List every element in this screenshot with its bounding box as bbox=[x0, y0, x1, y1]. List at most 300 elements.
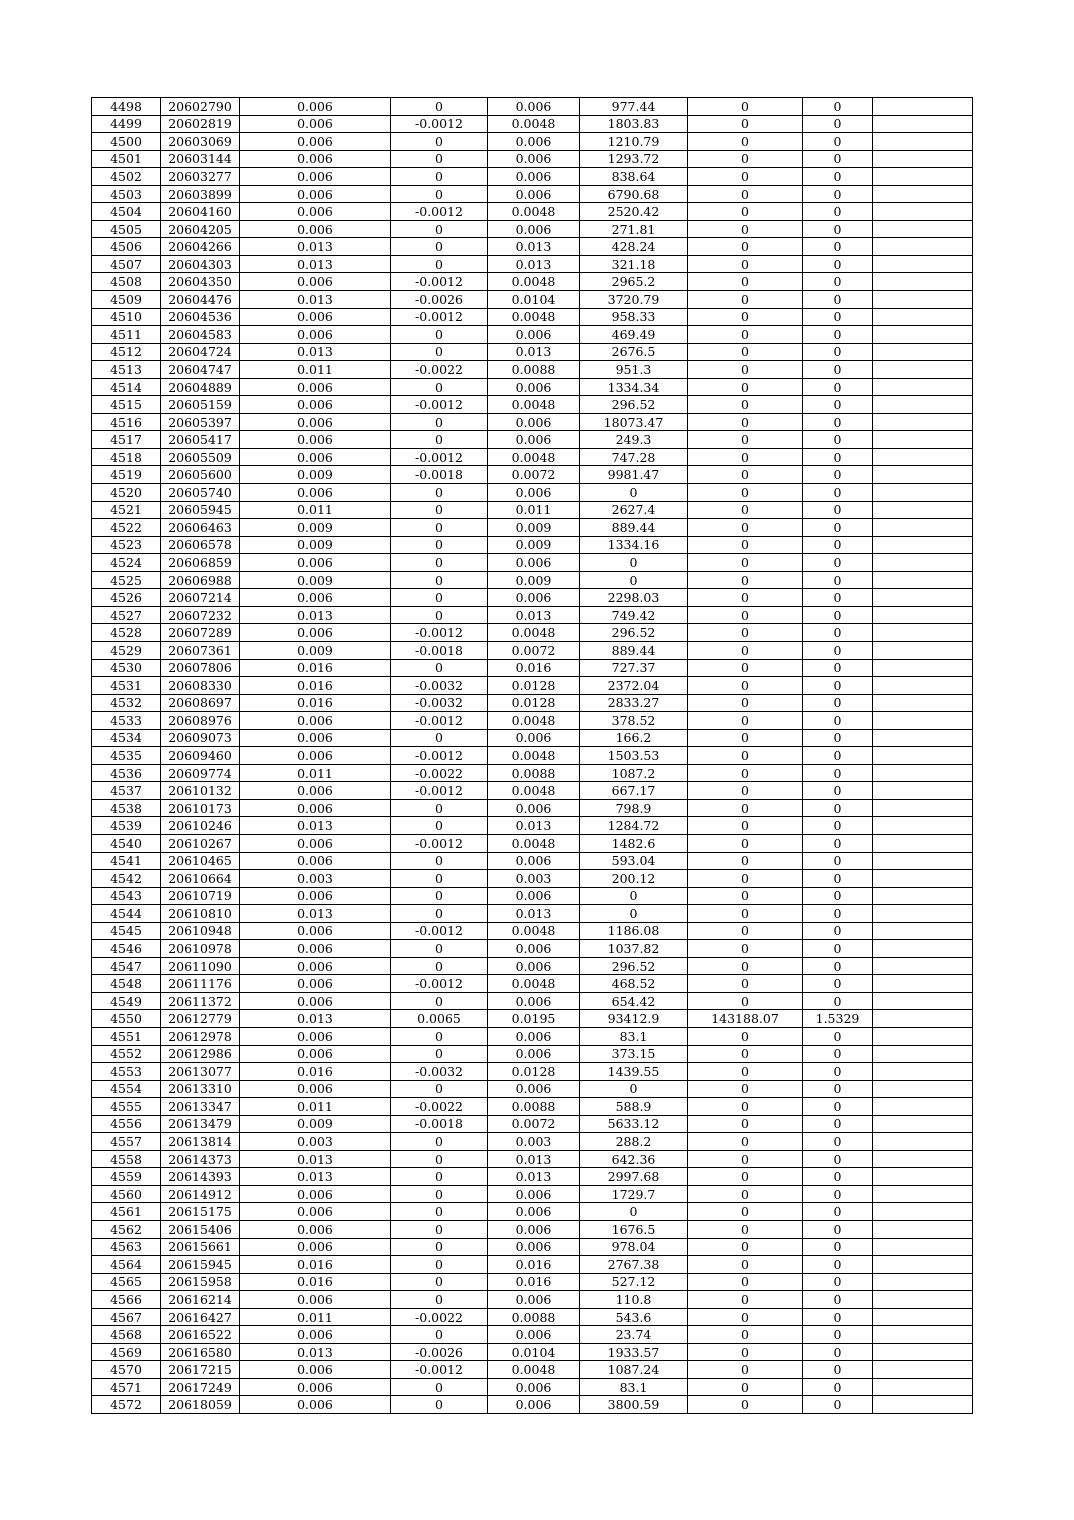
cell-col-b: 0 bbox=[391, 1256, 488, 1274]
cell-index: 4514 bbox=[92, 378, 161, 396]
cell-col-e: 143188.07 bbox=[688, 1010, 803, 1028]
cell-ratio: 0 bbox=[803, 150, 873, 168]
cell-index: 4550 bbox=[92, 1010, 161, 1028]
cell-col-a: 0.006 bbox=[240, 957, 391, 975]
cell-col-a: 0.016 bbox=[240, 1063, 391, 1081]
cell-col-c: 0.0128 bbox=[488, 694, 580, 712]
table-row bbox=[92, 1221, 973, 1239]
cell-amount: 1293.72 bbox=[580, 150, 688, 168]
cell-col-a: 0.003 bbox=[240, 1133, 391, 1151]
cell-col-c: 0.006 bbox=[488, 799, 580, 817]
cell-id: 20612779 bbox=[161, 1010, 240, 1028]
table-row bbox=[92, 431, 973, 449]
cell-col-b: -0.0012 bbox=[391, 448, 488, 466]
cell-col-c: 0.006 bbox=[488, 1027, 580, 1045]
cell-col-c: 0.006 bbox=[488, 326, 580, 344]
cell-col-b: -0.0012 bbox=[391, 712, 488, 730]
cell-blank bbox=[873, 1133, 973, 1151]
cell-amount: 1439.55 bbox=[580, 1063, 688, 1081]
cell-index: 4549 bbox=[92, 992, 161, 1010]
cell-index: 4561 bbox=[92, 1203, 161, 1221]
cell-ratio: 0 bbox=[803, 1098, 873, 1116]
cell-id: 20603069 bbox=[161, 133, 240, 151]
cell-col-b: -0.0012 bbox=[391, 273, 488, 291]
cell-blank bbox=[873, 185, 973, 203]
cell-amount: 5633.12 bbox=[580, 1115, 688, 1133]
cell-ratio: 0 bbox=[803, 834, 873, 852]
table-row bbox=[92, 606, 973, 624]
cell-amount: 2833.27 bbox=[580, 694, 688, 712]
table-row bbox=[92, 1115, 973, 1133]
cell-blank bbox=[873, 1203, 973, 1221]
cell-index: 4518 bbox=[92, 448, 161, 466]
cell-col-a: 0.006 bbox=[240, 729, 391, 747]
cell-amount: 3800.59 bbox=[580, 1396, 688, 1414]
cell-id: 20615958 bbox=[161, 1273, 240, 1291]
table-row bbox=[92, 273, 973, 291]
cell-col-b: 0 bbox=[391, 1273, 488, 1291]
cell-blank bbox=[873, 887, 973, 905]
cell-col-e: 0 bbox=[688, 694, 803, 712]
cell-col-c: 0.006 bbox=[488, 1045, 580, 1063]
cell-blank bbox=[873, 922, 973, 940]
cell-ratio: 0 bbox=[803, 694, 873, 712]
cell-col-c: 0.0048 bbox=[488, 308, 580, 326]
cell-blank bbox=[873, 413, 973, 431]
cell-col-e: 0 bbox=[688, 782, 803, 800]
cell-id: 20605397 bbox=[161, 413, 240, 431]
cell-index: 4510 bbox=[92, 308, 161, 326]
cell-ratio: 0 bbox=[803, 554, 873, 572]
cell-blank bbox=[873, 343, 973, 361]
cell-col-a: 0.006 bbox=[240, 203, 391, 221]
cell-id: 20605600 bbox=[161, 466, 240, 484]
cell-col-b: -0.0018 bbox=[391, 466, 488, 484]
table-row bbox=[92, 641, 973, 659]
cell-amount: 2767.38 bbox=[580, 1256, 688, 1274]
cell-index: 4542 bbox=[92, 870, 161, 888]
cell-col-b: -0.0012 bbox=[391, 115, 488, 133]
cell-ratio: 0 bbox=[803, 1080, 873, 1098]
cell-ratio: 0 bbox=[803, 1326, 873, 1344]
cell-ratio: 0 bbox=[803, 308, 873, 326]
cell-col-b: 0.0065 bbox=[391, 1010, 488, 1028]
cell-id: 20602790 bbox=[161, 98, 240, 116]
cell-col-c: 0.0048 bbox=[488, 115, 580, 133]
cell-blank bbox=[873, 396, 973, 414]
cell-id: 20613310 bbox=[161, 1080, 240, 1098]
cell-id: 20612986 bbox=[161, 1045, 240, 1063]
cell-id: 20611372 bbox=[161, 992, 240, 1010]
cell-ratio: 0 bbox=[803, 1238, 873, 1256]
cell-ratio: 0 bbox=[803, 1045, 873, 1063]
cell-col-a: 0.013 bbox=[240, 817, 391, 835]
cell-id: 20604476 bbox=[161, 291, 240, 309]
table-row bbox=[92, 150, 973, 168]
cell-col-e: 0 bbox=[688, 992, 803, 1010]
cell-amount: 6790.68 bbox=[580, 185, 688, 203]
cell-col-e: 0 bbox=[688, 1115, 803, 1133]
cell-col-e: 0 bbox=[688, 431, 803, 449]
cell-amount: 667.17 bbox=[580, 782, 688, 800]
cell-amount: 1087.2 bbox=[580, 764, 688, 782]
cell-col-c: 0.006 bbox=[488, 1291, 580, 1309]
cell-col-c: 0.013 bbox=[488, 343, 580, 361]
cell-amount: 727.37 bbox=[580, 659, 688, 677]
cell-index: 4503 bbox=[92, 185, 161, 203]
cell-col-e: 0 bbox=[688, 501, 803, 519]
cell-col-c: 0.0128 bbox=[488, 1063, 580, 1081]
cell-col-a: 0.006 bbox=[240, 747, 391, 765]
cell-col-c: 0.0104 bbox=[488, 1343, 580, 1361]
cell-col-c: 0.0048 bbox=[488, 922, 580, 940]
table-row bbox=[92, 677, 973, 695]
table-row bbox=[92, 1396, 973, 1414]
cell-col-b: -0.0012 bbox=[391, 834, 488, 852]
cell-col-a: 0.006 bbox=[240, 624, 391, 642]
cell-blank bbox=[873, 694, 973, 712]
cell-col-c: 0.006 bbox=[488, 1185, 580, 1203]
cell-blank bbox=[873, 291, 973, 309]
cell-col-b: -0.0012 bbox=[391, 396, 488, 414]
cell-id: 20611176 bbox=[161, 975, 240, 993]
cell-col-b: 0 bbox=[391, 1238, 488, 1256]
cell-col-e: 0 bbox=[688, 203, 803, 221]
cell-amount: 747.28 bbox=[580, 448, 688, 466]
table-row bbox=[92, 1168, 973, 1186]
cell-id: 20613077 bbox=[161, 1063, 240, 1081]
cell-amount: 1503.53 bbox=[580, 747, 688, 765]
table-row bbox=[92, 98, 973, 116]
cell-blank bbox=[873, 484, 973, 502]
cell-col-a: 0.006 bbox=[240, 326, 391, 344]
cell-col-b: -0.0012 bbox=[391, 624, 488, 642]
cell-col-e: 0 bbox=[688, 115, 803, 133]
cell-col-e: 0 bbox=[688, 1203, 803, 1221]
cell-col-b: -0.0022 bbox=[391, 1308, 488, 1326]
cell-amount: 93412.9 bbox=[580, 1010, 688, 1028]
cell-col-e: 0 bbox=[688, 1098, 803, 1116]
cell-amount: 978.04 bbox=[580, 1238, 688, 1256]
cell-col-a: 0.009 bbox=[240, 641, 391, 659]
cell-id: 20605740 bbox=[161, 484, 240, 502]
cell-id: 20604303 bbox=[161, 255, 240, 273]
cell-col-c: 0.009 bbox=[488, 571, 580, 589]
cell-col-b: 0 bbox=[391, 168, 488, 186]
cell-col-b: 0 bbox=[391, 185, 488, 203]
cell-col-b: 0 bbox=[391, 536, 488, 554]
cell-index: 4524 bbox=[92, 554, 161, 572]
cell-ratio: 0 bbox=[803, 799, 873, 817]
cell-col-a: 0.006 bbox=[240, 484, 391, 502]
cell-col-b: -0.0012 bbox=[391, 747, 488, 765]
cell-col-b: 0 bbox=[391, 413, 488, 431]
cell-col-e: 0 bbox=[688, 817, 803, 835]
cell-col-a: 0.006 bbox=[240, 115, 391, 133]
table-row bbox=[92, 1133, 973, 1151]
cell-col-e: 0 bbox=[688, 641, 803, 659]
cell-col-b: 0 bbox=[391, 870, 488, 888]
cell-col-b: -0.0012 bbox=[391, 922, 488, 940]
cell-col-b: 0 bbox=[391, 817, 488, 835]
cell-col-a: 0.013 bbox=[240, 255, 391, 273]
cell-index: 4559 bbox=[92, 1168, 161, 1186]
cell-ratio: 0 bbox=[803, 203, 873, 221]
cell-index: 4532 bbox=[92, 694, 161, 712]
table-row bbox=[92, 1063, 973, 1081]
cell-amount: 23.74 bbox=[580, 1326, 688, 1344]
cell-col-b: 0 bbox=[391, 799, 488, 817]
cell-index: 4516 bbox=[92, 413, 161, 431]
cell-amount: 654.42 bbox=[580, 992, 688, 1010]
cell-id: 20615175 bbox=[161, 1203, 240, 1221]
cell-ratio: 0 bbox=[803, 1150, 873, 1168]
cell-col-b: 0 bbox=[391, 501, 488, 519]
cell-ratio: 0 bbox=[803, 343, 873, 361]
cell-col-e: 0 bbox=[688, 308, 803, 326]
cell-col-c: 0.006 bbox=[488, 1203, 580, 1221]
cell-index: 4500 bbox=[92, 133, 161, 151]
cell-amount: 2372.04 bbox=[580, 677, 688, 695]
cell-index: 4504 bbox=[92, 203, 161, 221]
cell-col-b: 0 bbox=[391, 1203, 488, 1221]
table-row bbox=[92, 203, 973, 221]
cell-amount: 0 bbox=[580, 1080, 688, 1098]
cell-col-e: 0 bbox=[688, 326, 803, 344]
cell-col-c: 0.006 bbox=[488, 887, 580, 905]
cell-blank bbox=[873, 1256, 973, 1274]
cell-id: 20609073 bbox=[161, 729, 240, 747]
cell-index: 4538 bbox=[92, 799, 161, 817]
table-row bbox=[92, 905, 973, 923]
cell-col-b: 0 bbox=[391, 589, 488, 607]
cell-blank bbox=[873, 1045, 973, 1063]
cell-col-a: 0.006 bbox=[240, 782, 391, 800]
cell-col-e: 0 bbox=[688, 1045, 803, 1063]
cell-amount: 1803.83 bbox=[580, 115, 688, 133]
cell-col-e: 0 bbox=[688, 536, 803, 554]
cell-ratio: 0 bbox=[803, 1308, 873, 1326]
cell-amount: 468.52 bbox=[580, 975, 688, 993]
cell-amount: 0 bbox=[580, 887, 688, 905]
cell-col-c: 0.006 bbox=[488, 729, 580, 747]
cell-col-e: 0 bbox=[688, 1273, 803, 1291]
cell-id: 20610810 bbox=[161, 905, 240, 923]
cell-index: 4533 bbox=[92, 712, 161, 730]
cell-index: 4520 bbox=[92, 484, 161, 502]
cell-col-a: 0.006 bbox=[240, 940, 391, 958]
cell-amount: 288.2 bbox=[580, 1133, 688, 1151]
cell-col-e: 0 bbox=[688, 1080, 803, 1098]
cell-index: 4499 bbox=[92, 115, 161, 133]
cell-amount: 1729.7 bbox=[580, 1185, 688, 1203]
cell-col-b: -0.0022 bbox=[391, 361, 488, 379]
cell-col-b: 0 bbox=[391, 957, 488, 975]
cell-col-e: 0 bbox=[688, 659, 803, 677]
table-row bbox=[92, 1291, 973, 1309]
cell-ratio: 0 bbox=[803, 624, 873, 642]
cell-col-c: 0.016 bbox=[488, 659, 580, 677]
cell-col-a: 0.016 bbox=[240, 677, 391, 695]
cell-col-b: 0 bbox=[391, 940, 488, 958]
cell-col-e: 0 bbox=[688, 273, 803, 291]
table-row bbox=[92, 1080, 973, 1098]
cell-ratio: 0 bbox=[803, 712, 873, 730]
cell-ratio: 0 bbox=[803, 448, 873, 466]
cell-id: 20604724 bbox=[161, 343, 240, 361]
cell-blank bbox=[873, 1361, 973, 1379]
cell-amount: 0 bbox=[580, 905, 688, 923]
cell-blank bbox=[873, 255, 973, 273]
table-row bbox=[92, 536, 973, 554]
table-row bbox=[92, 1098, 973, 1116]
cell-id: 20610267 bbox=[161, 834, 240, 852]
cell-blank bbox=[873, 729, 973, 747]
cell-col-c: 0.0048 bbox=[488, 1361, 580, 1379]
cell-blank bbox=[873, 115, 973, 133]
cell-col-c: 0.013 bbox=[488, 1150, 580, 1168]
cell-id: 20616522 bbox=[161, 1326, 240, 1344]
cell-ratio: 0 bbox=[803, 782, 873, 800]
cell-col-b: 0 bbox=[391, 1027, 488, 1045]
cell-col-b: -0.0012 bbox=[391, 203, 488, 221]
cell-blank bbox=[873, 712, 973, 730]
data-table bbox=[91, 97, 973, 1414]
table-row bbox=[92, 834, 973, 852]
cell-col-e: 0 bbox=[688, 1361, 803, 1379]
table-body bbox=[92, 98, 973, 1414]
cell-col-e: 0 bbox=[688, 922, 803, 940]
cell-col-a: 0.011 bbox=[240, 361, 391, 379]
cell-id: 20610132 bbox=[161, 782, 240, 800]
cell-amount: 469.49 bbox=[580, 326, 688, 344]
cell-col-a: 0.013 bbox=[240, 1168, 391, 1186]
table-row bbox=[92, 957, 973, 975]
cell-blank bbox=[873, 957, 973, 975]
cell-ratio: 0 bbox=[803, 1115, 873, 1133]
cell-ratio: 0 bbox=[803, 484, 873, 502]
cell-ratio: 0 bbox=[803, 571, 873, 589]
table-row bbox=[92, 975, 973, 993]
cell-ratio: 0 bbox=[803, 378, 873, 396]
cell-ratio: 0 bbox=[803, 677, 873, 695]
cell-blank bbox=[873, 606, 973, 624]
table-row bbox=[92, 466, 973, 484]
cell-col-b: 0 bbox=[391, 343, 488, 361]
cell-blank bbox=[873, 624, 973, 642]
cell-col-e: 0 bbox=[688, 378, 803, 396]
table-row bbox=[92, 887, 973, 905]
cell-col-a: 0.006 bbox=[240, 220, 391, 238]
cell-col-c: 0.013 bbox=[488, 255, 580, 273]
cell-index: 4569 bbox=[92, 1343, 161, 1361]
table-row bbox=[92, 1326, 973, 1344]
table-row bbox=[92, 992, 973, 1010]
cell-blank bbox=[873, 1378, 973, 1396]
cell-col-b: 0 bbox=[391, 1045, 488, 1063]
cell-blank bbox=[873, 133, 973, 151]
cell-col-a: 0.006 bbox=[240, 185, 391, 203]
table-row bbox=[92, 799, 973, 817]
cell-col-c: 0.006 bbox=[488, 992, 580, 1010]
cell-blank bbox=[873, 1115, 973, 1133]
cell-col-b: 0 bbox=[391, 659, 488, 677]
cell-col-b: 0 bbox=[391, 98, 488, 116]
cell-blank bbox=[873, 1010, 973, 1028]
cell-col-e: 0 bbox=[688, 238, 803, 256]
cell-amount: 0 bbox=[580, 554, 688, 572]
cell-id: 20608697 bbox=[161, 694, 240, 712]
cell-col-c: 0.006 bbox=[488, 1378, 580, 1396]
cell-col-b: 0 bbox=[391, 729, 488, 747]
cell-id: 20604266 bbox=[161, 238, 240, 256]
cell-col-c: 0.003 bbox=[488, 870, 580, 888]
cell-ratio: 0 bbox=[803, 940, 873, 958]
cell-id: 20605945 bbox=[161, 501, 240, 519]
cell-col-c: 0.006 bbox=[488, 554, 580, 572]
cell-col-c: 0.016 bbox=[488, 1273, 580, 1291]
cell-amount: 378.52 bbox=[580, 712, 688, 730]
cell-blank bbox=[873, 834, 973, 852]
table-row bbox=[92, 852, 973, 870]
cell-col-a: 0.006 bbox=[240, 378, 391, 396]
cell-blank bbox=[873, 501, 973, 519]
cell-col-b: 0 bbox=[391, 238, 488, 256]
cell-col-b: -0.0012 bbox=[391, 1361, 488, 1379]
cell-col-c: 0.006 bbox=[488, 1080, 580, 1098]
cell-col-b: 0 bbox=[391, 1221, 488, 1239]
cell-col-c: 0.006 bbox=[488, 413, 580, 431]
cell-col-c: 0.006 bbox=[488, 133, 580, 151]
table-row bbox=[92, 238, 973, 256]
cell-col-a: 0.013 bbox=[240, 238, 391, 256]
cell-amount: 951.3 bbox=[580, 361, 688, 379]
cell-col-b: 0 bbox=[391, 1185, 488, 1203]
table-row bbox=[92, 747, 973, 765]
cell-id: 20604160 bbox=[161, 203, 240, 221]
table-row bbox=[92, 378, 973, 396]
cell-ratio: 0 bbox=[803, 1203, 873, 1221]
cell-index: 4572 bbox=[92, 1396, 161, 1414]
cell-id: 20605159 bbox=[161, 396, 240, 414]
cell-col-b: 0 bbox=[391, 1133, 488, 1151]
cell-index: 4567 bbox=[92, 1308, 161, 1326]
cell-col-b: 0 bbox=[391, 606, 488, 624]
cell-col-b: 0 bbox=[391, 431, 488, 449]
table-row bbox=[92, 589, 973, 607]
cell-index: 4535 bbox=[92, 747, 161, 765]
cell-col-b: 0 bbox=[391, 887, 488, 905]
table-row bbox=[92, 922, 973, 940]
table-row bbox=[92, 1010, 973, 1028]
cell-index: 4571 bbox=[92, 1378, 161, 1396]
cell-amount: 373.15 bbox=[580, 1045, 688, 1063]
cell-col-a: 0.011 bbox=[240, 764, 391, 782]
cell-amount: 2298.03 bbox=[580, 589, 688, 607]
cell-index: 4543 bbox=[92, 887, 161, 905]
cell-col-a: 0.006 bbox=[240, 712, 391, 730]
cell-index: 4556 bbox=[92, 1115, 161, 1133]
cell-col-a: 0.006 bbox=[240, 273, 391, 291]
cell-index: 4562 bbox=[92, 1221, 161, 1239]
cell-ratio: 0 bbox=[803, 729, 873, 747]
table-row bbox=[92, 1273, 973, 1291]
cell-col-c: 0.0104 bbox=[488, 291, 580, 309]
cell-blank bbox=[873, 852, 973, 870]
cell-col-a: 0.011 bbox=[240, 501, 391, 519]
cell-ratio: 0 bbox=[803, 361, 873, 379]
cell-col-b: -0.0018 bbox=[391, 641, 488, 659]
